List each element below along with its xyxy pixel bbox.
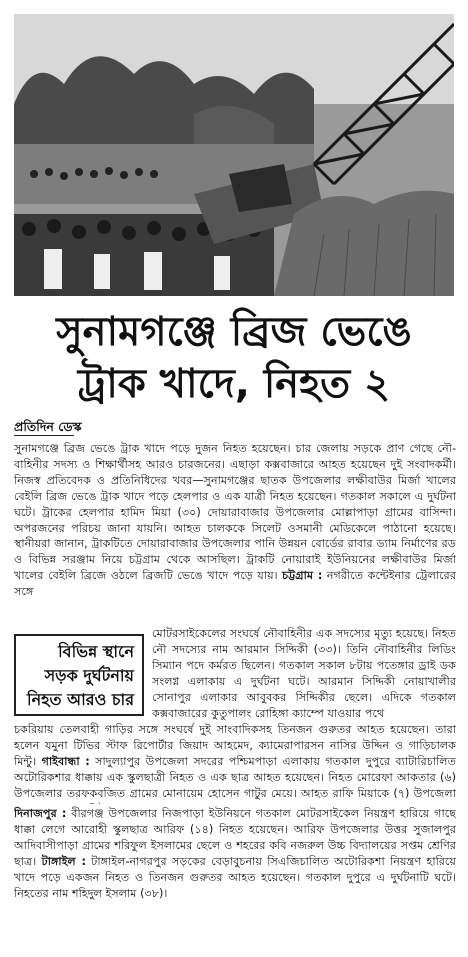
article-paragraph-3: [14, 806, 456, 954]
location-label-chattogram: চট্টগ্রাম :: [282, 569, 323, 583]
paragraph-text: মোটরসাইকেলের সংঘর্ষে নৌবাহিনীর এক সদস্যের মৃত্যু হয়েছে। নিহত নৌ সদস্যের নাম আরমান সিদ্দিকী (৩৩)। তিনি নৌবাহিনীর লিডিং সিম্যান পদে কর্মরত ছিলেন। গতকাল সকাল ৮টায় পতেঙ্গার ড্রাই ডক সংলগ্ন এলাকায় এ দুর্ঘটনা ঘটে। আরমান সিদ্দিকী নোয়াখালীর সোনাপুর এলাকার আবুবকর সিদ্দিকীর ছেলে। এদিকে গতকাল কক্সবাজারের কুতুপালং রোহিঙ্গা ক্যাম্পে যাওয়ার পথে: [152, 627, 456, 720]
headline-line-2: ট্রাক খাদে, নিহত ২: [77, 361, 391, 407]
article-paragraph-2-full: [14, 722, 456, 804]
paragraph-text: চকরিয়ায় তেলবাহী গাড়ির সঙ্গে সংঘর্ষে দুই সাংবাদিকসহ তিনজন গুরুতর আহত হয়েছেন। তারা হলেন যমুনা টিভির স্টাফ রিপোর্টার জিয়াদ আহমেদ, ক্যামেরাপারসন নাসির উদ্দিন ও গাড়িচালক মিন্টু।: [14, 723, 456, 768]
location-label-tangail: টাঙ্গাইল :: [41, 854, 86, 868]
location-label-gaibandha: গাইবান্ধা :: [41, 754, 90, 768]
paragraph-text: বীরগঞ্জ উপজেলার নিজপাড়া ইউনিয়নে গতকাল মোটরসাইকেল নিয়ন্ত্রণ হারিয়ে গাছে ধাক্কা লেগে আরোহী স্কুলছাত্র আরিফ (১৪) নিহত হয়েছেন। আরিফ উপজেলার উত্তর সুজালপুর আদিবাসীপাড়া গ্রামের শরিফুল ইসলামের ছেলে ও শহরের কবি নজরুল উচ্চ বিদ্যালয়ের সপ্তম শ্রেণির ছাত্র।: [14, 807, 456, 868]
sidebar-heading-box: [14, 634, 144, 716]
article-paragraph-1: [14, 441, 456, 623]
photo-image: [14, 14, 454, 296]
byline: প্রতিদিন ডেস্ক: [14, 419, 82, 434]
headline: [0, 306, 468, 410]
headline-line-1: সুনামগঞ্জে ব্রিজ ভেঙে: [56, 309, 412, 355]
location-label-dinajpur: দিনাজপুর :: [14, 807, 67, 820]
paragraph-text: টাঙ্গাইল-নাগরপুর সড়কের বেড়াবুচনায় সিএজিচালিত অটোরিকশা নিয়ন্ত্রণ হারিয়ে খাদে পড়ে একজন নিহত ও তিনজন গুরুতর আহত হয়েছেন। গতকাল দুপুরে এ দুর্ঘটনাটি ঘটে। নিহতের নাম শহিদুল ইসলাম (৩৮)।: [14, 854, 456, 900]
paragraph-text: সুনামগঞ্জে ব্রিজ ভেঙে ট্রাক খাদে পড়ে দুজন নিহত হয়েছেন। চার জেলায় সড়কে প্রাণ গেছে নৌ-বাহিনীর সদস্য ও শিক্ষার্থীসহ আরও চারজনের। এছাড়া কক্সবাজারে আহত হয়েছেন দুই সংবাদকর্মী। নিজস্ব প্রতিবেদক ও প্রতিনিধিদের খবর—সুনামগঞ্জের ছাতক উপজেলার লক্ষীবাউর মির্জা খালের বেইলি ব্রিজ ভেঙে ট্রাক খাদে পড়ে হেলপার ও এক যাত্রী নিহত হয়েছেন। গতকাল সকালে এ দুর্ঘটনা ঘটে। ট্রাকের হেলপার হামিদ মিয়া (৩০) দোয়ারাবাজার উপজেলার মোল্লাপাড়া গ্রামের বাসিন্দা। অপরজনের পরিচয় জানা যায়নি। আহত চালককে সিলেট ওসমানী মেডিকেলে পাঠানো হয়েছে। স্থানীয়রা জানান, ট্রাকটিতে দোয়ারাবাজার উপজেলার পানি উন্নয়ন বোর্ডের রাবার ড্যাম নির্মাণের রড ও বিভিন্ন সরঞ্জাম নিয়ে চট্টগ্রাম থেকে আসছিল। ট্রাকটি নোয়ারাই ইউনিয়নের লক্ষীবাউর মির্জা খালের বেইলি ব্রিজে ওঠলে ব্রিজটি ভেঙে খাদে পড়ে যায়।: [14, 442, 456, 583]
sidebar-heading: বিভিন্ন স্থানে সড়ক দুর্ঘটনায় নিহত আরও চার: [27, 642, 134, 709]
byline-underline: [14, 435, 74, 436]
article-paragraph-2-side: [152, 626, 456, 722]
paragraph-text: নগরীতে কন্টেইনার ট্রেলারের সঙ্গে: [14, 569, 456, 599]
news-photo: [14, 14, 454, 296]
paragraph-text: সাদুল্যাপুর উপজেলা সদরের পশ্চিমপাড়া এলাকায় গতকাল দুপুরে ব্যাটারিচালিত অটোরিকশার ধাক্কায় এক স্কুলছাত্রী নিহত ও এক ছাত্র আহত হয়েছেন। নিহত মোরেফা আকতার (৬) উপজেলার তরফকবজিত গ্রামের মোনায়েম হোসেন গাটুর মেয়ে। আহত রাফি মিয়াকে (৭) উপজেলা: [14, 754, 456, 800]
